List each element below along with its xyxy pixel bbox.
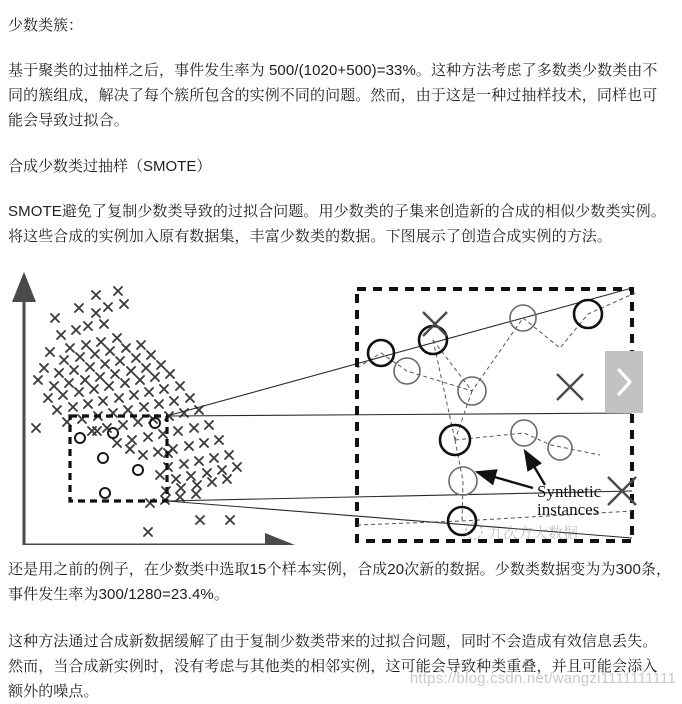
inner-watermark-text: 九次方大数据 xyxy=(488,525,579,542)
section-heading-minority-cluster: 少数类簇： xyxy=(8,17,84,34)
smote-figure xyxy=(0,263,682,543)
spacer-6 xyxy=(0,607,682,629)
zoom-detail-panel xyxy=(357,289,636,542)
paragraph-cluster-oversampling: 基于聚类的过抽样之后，事件发生率为 500/(1020+500)=33%。这种方法考虑了多数类少数类由不同的簇组成，解决了每个簇所包含的实例不同的问题。然而，由于这是一种过抽样技术，同样也可能会导致过拟合。 xyxy=(8,62,658,129)
chevron-right-icon xyxy=(614,366,634,398)
spacer-3 xyxy=(0,179,682,199)
annotation-label-line1: Synthetic xyxy=(537,482,602,501)
majority-class-markers xyxy=(32,287,241,536)
axes xyxy=(24,275,292,545)
spacer-1 xyxy=(0,38,682,58)
section-heading-smote: 合成少数类过抽样（SMOTE） xyxy=(8,158,212,175)
csdn-watermark: https://blog.csdn.net/wangzi1111111111 xyxy=(409,670,676,687)
spacer-4 xyxy=(0,249,682,263)
paragraph-smote-description: SMOTE避免了复制少数类导致的过拟合问题。用少数类的子集来创造新的合成的相似少数类实例。将这些合成的实例加入原有数据集，丰富少数类的数据。下图展示了创造合成实例的方法。 xyxy=(8,203,666,245)
paragraph-example-numbers: 还是用之前的例子，在少数类中选取15个样本实例，合成20次新的数据。少数类数据变为为300条，事件发生率为300/1280=23.4%。 xyxy=(8,561,672,603)
annotation-label-line2: instances xyxy=(537,500,600,519)
spacer-top xyxy=(0,0,682,14)
annotation-arrows xyxy=(477,451,545,488)
spacer-5 xyxy=(0,543,682,557)
smote-diagram xyxy=(0,263,682,545)
next-image-button[interactable] xyxy=(605,351,643,413)
spacer-2 xyxy=(0,133,682,155)
paragraph-smote-tradeoffs: 这种方法通过合成新数据缓解了由于复制少数类带来的过拟合问题，同时不会造成有效信息丢失。然而，当合成新实例时，没有考虑与其他类的相邻实例，这可能会导致种类重叠，并且可能会添入额外的噪点。 xyxy=(8,633,658,700)
